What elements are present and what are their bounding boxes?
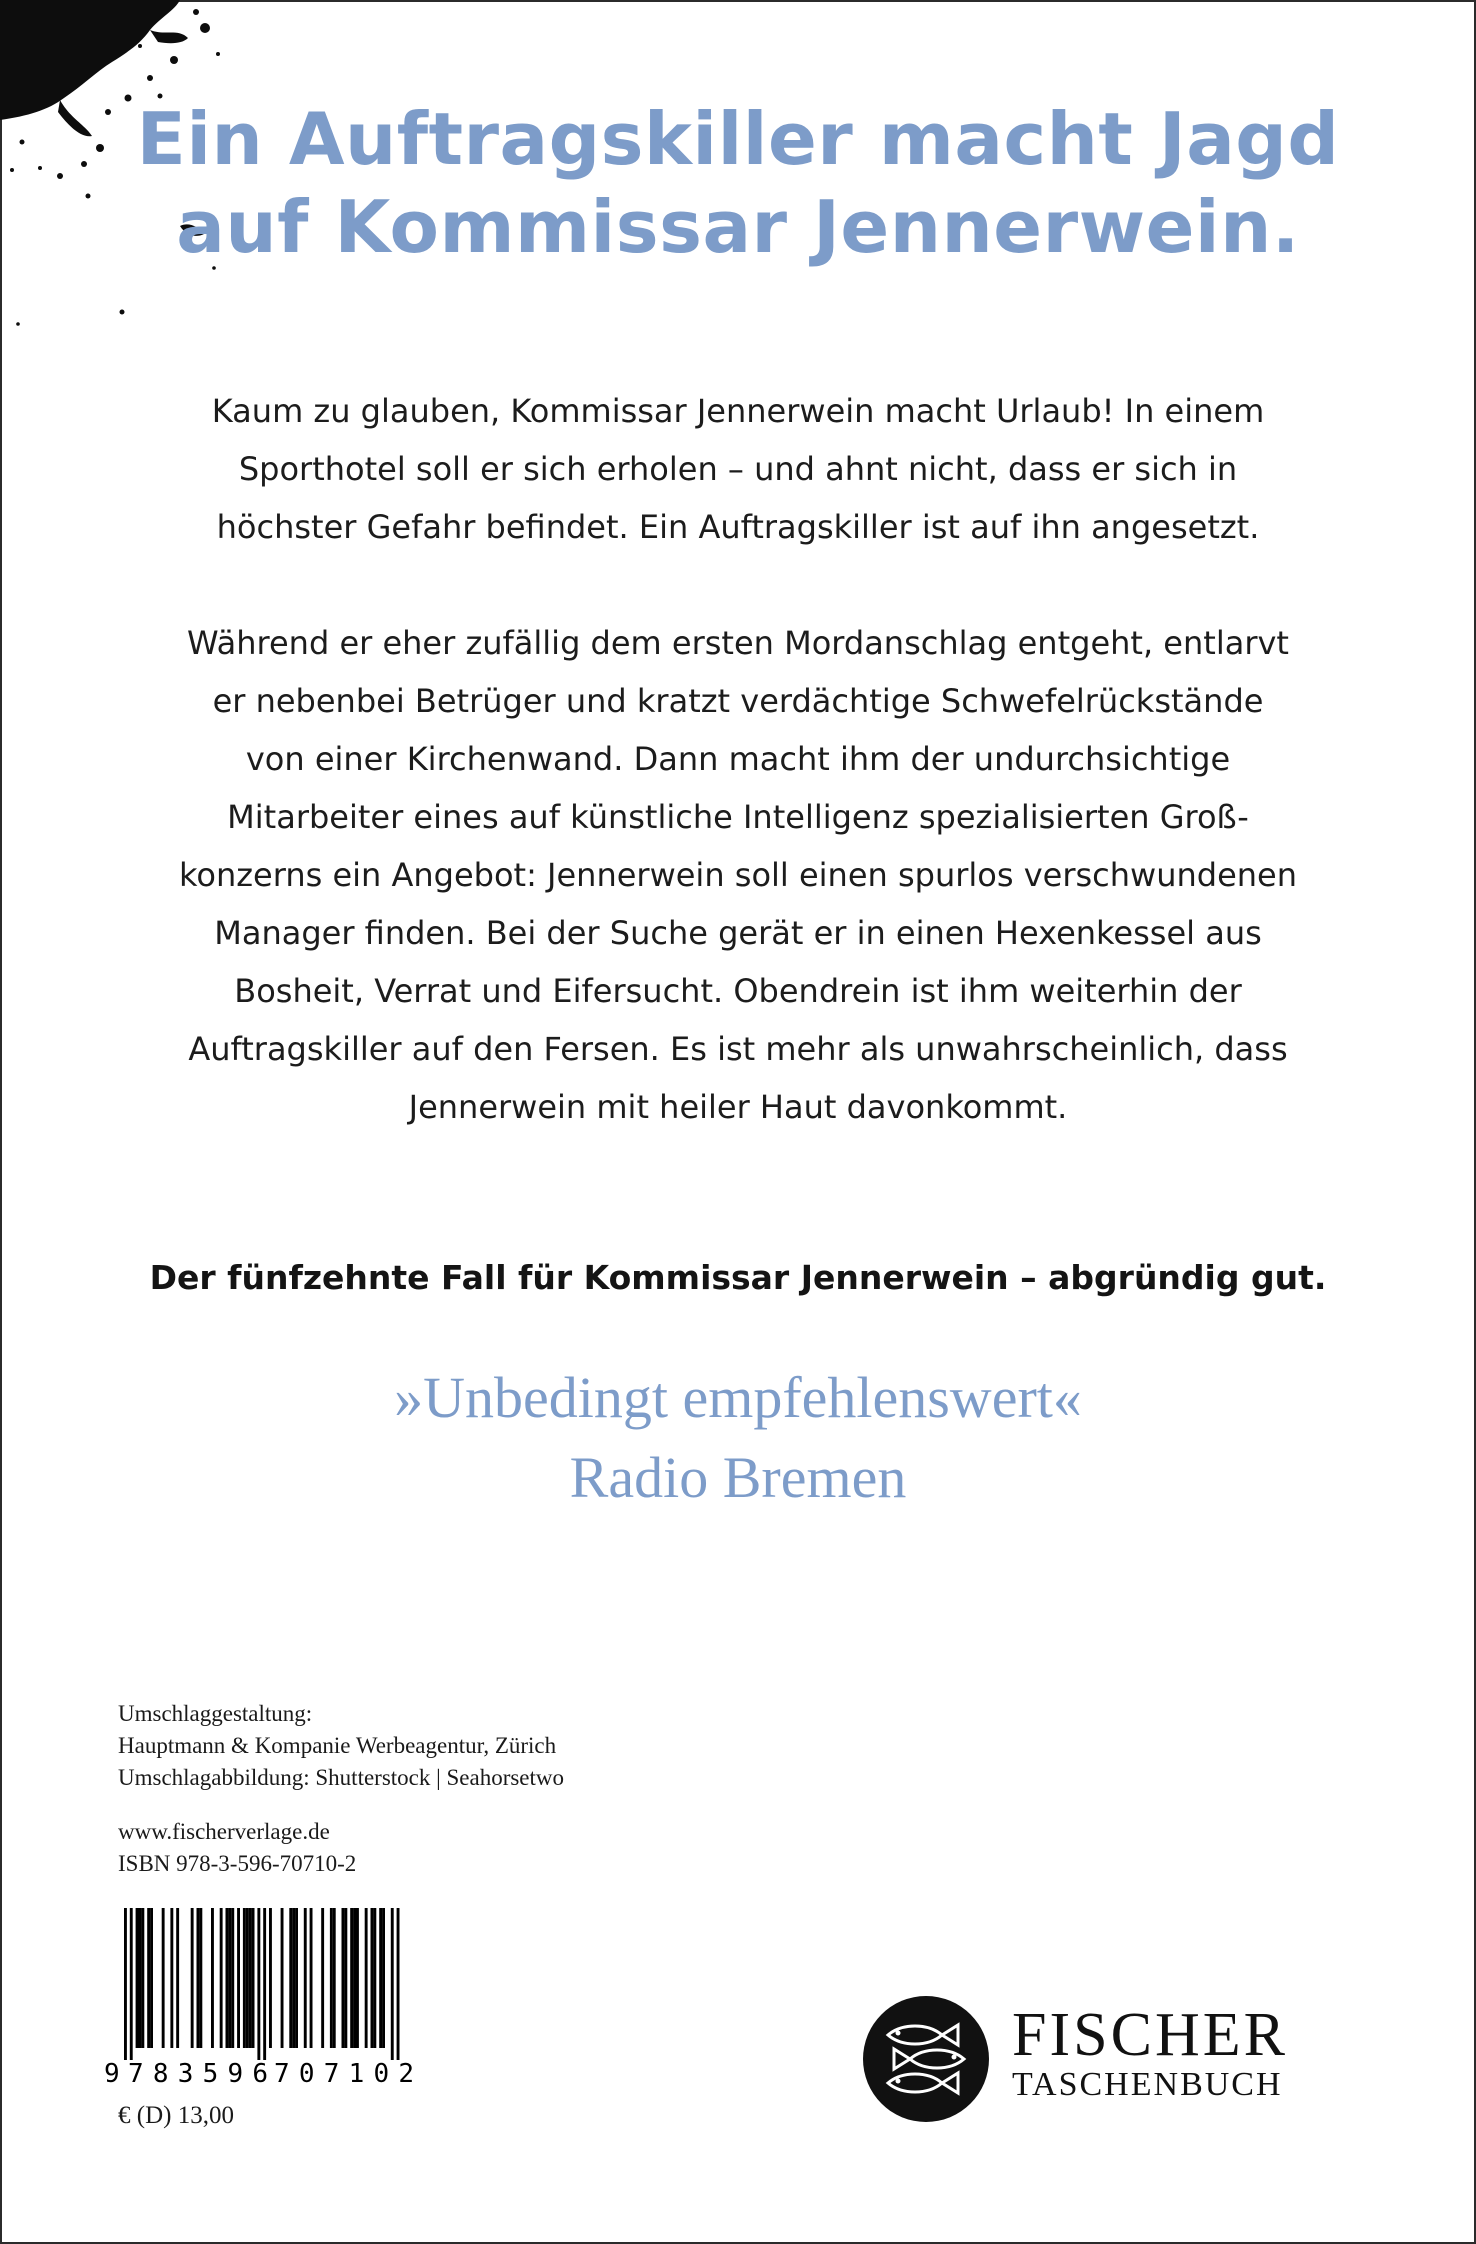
barcode-bar	[330, 1908, 333, 2048]
barcode-bar	[365, 1908, 368, 2048]
blurb-paragraph-2	[160, 614, 1316, 1136]
blurb-line: Sporthotel soll er sich erholen – und ahnt nicht, dass er sich in	[238, 450, 1238, 488]
barcode-bar	[344, 1908, 347, 2048]
barcode-bar	[281, 1908, 284, 2048]
barcode-digit-group-2: 707102	[274, 2059, 414, 2086]
barcode-bar	[226, 1908, 229, 2048]
blurb-line: Kaum zu glauben, Kommissar Jennerwein macht Urlaub! In einem	[211, 392, 1265, 430]
headline	[0, 95, 1476, 271]
barcode-digit-group-1: 783596	[128, 2059, 268, 2086]
publisher-name: FISCHER	[1012, 2001, 1288, 2069]
barcode-bar	[397, 1908, 400, 2060]
quote-source: Radio Bremen	[569, 1445, 907, 1510]
fischer-fish-logo-icon	[862, 1995, 990, 2123]
barcode-bar	[252, 1908, 255, 2048]
barcode-bar	[249, 1908, 252, 2048]
publisher-logo	[1012, 2001, 1288, 2105]
barcode-bar	[124, 1908, 127, 2060]
imprint-credits	[118, 1698, 564, 1880]
barcode-bar	[228, 1908, 231, 2048]
isbn: ISBN 978-3-596-70710-2	[118, 1851, 357, 1876]
barcode-bar	[379, 1908, 382, 2048]
barcode-bar	[371, 1908, 374, 2048]
barcode-bar	[231, 1908, 234, 2048]
barcode-bar	[199, 1908, 202, 2048]
headline-line-2: auf Kommissar Jennerwein.	[176, 185, 1300, 269]
blurb-line: er nebenbei Betrüger und kratzt verdächtige Schwefelrückstände	[212, 682, 1264, 720]
barcode-bar	[292, 1908, 295, 2048]
barcode-bar	[176, 1908, 179, 2048]
barcode-bar	[263, 1908, 266, 2060]
barcode-bar	[310, 1908, 313, 2048]
barcode-bar	[130, 1908, 133, 2060]
barcode-bar	[304, 1908, 307, 2048]
quote-text: »Unbedingt empfehlenswert«	[394, 1365, 1082, 1430]
review-quote	[0, 1358, 1476, 1518]
blurb-line: Mitarbeiter eines auf künstliche Intelligenz spezialisierten Groß-	[227, 798, 1249, 836]
barcode-bar	[237, 1908, 240, 2048]
headline-line-1: Ein Auftragskiller macht Jagd	[136, 97, 1340, 181]
barcode-bar	[356, 1908, 359, 2048]
barcode-bar	[220, 1908, 223, 2048]
barcode-bar	[211, 1908, 214, 2048]
barcode-bar	[246, 1908, 249, 2048]
barcode-bar	[136, 1908, 139, 2048]
barcode-bar	[141, 1908, 144, 2048]
barcode-bar	[353, 1908, 356, 2048]
blurb-line: Jennerwein mit heiler Haut davonkommt.	[408, 1088, 1068, 1126]
barcode-bar	[257, 1908, 260, 2060]
blurb-line: Bosheit, Verrat und Eifersucht. Obendrein ist ihm weiterhin der	[234, 972, 1242, 1010]
blurb-line: von einer Kirchenwand. Dann macht ihm der undurchsichtige	[245, 740, 1231, 778]
barcode-bar	[321, 1908, 324, 2048]
barcode-bar	[350, 1908, 353, 2048]
barcode-bar	[243, 1908, 246, 2048]
publisher-imprint: TASCHENBUCH	[1012, 2066, 1283, 2103]
barcode-bar	[170, 1908, 173, 2048]
barcode-bar	[191, 1908, 194, 2048]
isbn-barcode	[94, 1906, 430, 2086]
barcode-bar	[333, 1908, 336, 2048]
blurb-paragraph-1	[160, 382, 1316, 556]
cover-design-credit: Hauptmann & Kompanie Werbeagentur, Zürich	[118, 1733, 557, 1758]
tagline: Der fünfzehnte Fall für Kommissar Jennerwein – abgründig gut.	[149, 1258, 1327, 1297]
barcode-bar	[197, 1908, 200, 2048]
barcode-digit: 9	[104, 2059, 120, 2086]
blurb-line: höchster Gefahr befindet. Ein Auftragskiller ist auf ihn angesetzt.	[216, 508, 1260, 546]
blurb-line: Während er eher zufällig dem ersten Mordanschlag entgeht, entlarvt	[187, 624, 1289, 662]
barcode-bar	[295, 1908, 298, 2048]
barcode-bar	[342, 1908, 345, 2048]
price: € (D) 13,00	[118, 2102, 234, 2129]
publisher-website: www.fischerverlage.de	[118, 1819, 330, 1844]
blurb-line: konzerns ein Angebot: Jennerwein soll einen spurlos verschwundenen	[178, 856, 1298, 894]
barcode-bar	[139, 1908, 142, 2048]
barcode-bar	[162, 1908, 165, 2048]
barcode-bar	[150, 1908, 153, 2048]
blurb-line: Auftragskiller auf den Fersen. Es ist mehr als unwahrscheinlich, dass	[188, 1030, 1288, 1068]
cover-image-credit: Umschlagabbildung: Shutterstock | Seahorsetwo	[118, 1765, 565, 1790]
barcode-bar	[373, 1908, 376, 2048]
barcode-bar	[289, 1908, 292, 2048]
blurb-line: Manager finden. Bei der Suche gerät er in einen Hexenkessel aus	[214, 914, 1262, 952]
barcode-bar	[147, 1908, 150, 2048]
barcode-bar	[269, 1908, 272, 2048]
barcode-bar	[382, 1908, 385, 2048]
barcode-bar	[391, 1908, 394, 2060]
cover-design-label: Umschlaggestaltung:	[118, 1701, 313, 1726]
